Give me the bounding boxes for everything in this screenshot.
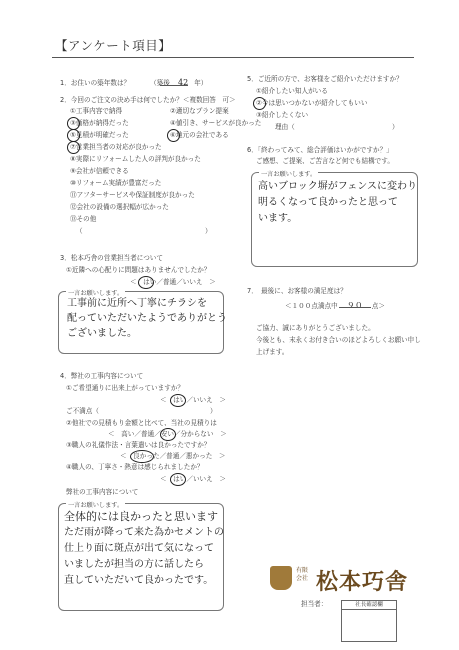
q4-item-4: ④職人の、丁寧さ・熱意は感じられましたか？ <box>66 463 204 471</box>
logo-company-type: 有限会社 <box>296 567 309 582</box>
q2-option-12[interactable]: ⑫会社の設備の選択幅が広かった <box>70 203 169 211</box>
q6-question: 6．「終わってみて、総合評価はいかがですか？」 <box>247 146 393 154</box>
q2-other-paren-open: （ <box>76 227 83 235</box>
q7-question: 7． 最後に、お客様の満足度は？ <box>247 287 347 295</box>
q4-item-1-mark <box>170 394 186 407</box>
q7-score-value: ９０ <box>346 301 363 310</box>
stamp-header: 社長確認欄 <box>342 601 396 610</box>
q4-comment-line-2: ただ雨が降って来た為かセメントの <box>64 527 224 538</box>
q2-option-13[interactable]: ⑬その他 <box>70 215 97 223</box>
q4-item-3: ③職人の礼儀作法・言葉遣いは良かったですか？ <box>66 441 211 449</box>
q7-score-underline <box>339 307 371 308</box>
q5-option-1[interactable]: ①紹介したい知人がいる <box>256 87 328 95</box>
q6-comment-line-1: 高いブロック塀がフェンスに変わり <box>258 181 417 192</box>
q4-item-1-scale[interactable]: ＜ はい／いいえ ＞ <box>160 396 226 404</box>
q5-option-2-mark <box>253 97 266 110</box>
q2-option-10[interactable]: ⑩リフォーム実績が豊富だった <box>70 179 162 187</box>
q4-item-2-mark <box>160 428 176 441</box>
q4-dissatisfaction-close: ） <box>210 407 217 415</box>
staff-label: 担当者： <box>301 600 328 608</box>
q2-option-1[interactable]: ①工事内容で納得 <box>70 107 123 115</box>
q3-answer-scale[interactable]: ＜ はい／普通／いいえ ＞ <box>130 278 216 286</box>
q4-item-2: ②他社での見積もり金額と比べて、当社の見積りは <box>66 419 217 427</box>
president-approval-box <box>341 600 397 642</box>
q2-option-6-mark <box>167 129 180 142</box>
q6-comment-line-2: 明るくなって良かったと思って <box>258 197 398 208</box>
q4-section-label: 弊社の工事内容について <box>66 488 139 496</box>
q4-item-3-mark <box>130 450 154 463</box>
q2-option-3[interactable]: ③価格が納得だった <box>70 119 129 127</box>
house-emblem-icon <box>270 566 292 590</box>
logo-company-name: 松本巧舎 <box>316 569 409 595</box>
q4-comment-line-5: 直していただいて良かったです。 <box>64 575 214 586</box>
q5-reason-close: ） <box>392 123 399 131</box>
q4-comment-tag: 一言お願いします。 <box>68 502 124 509</box>
q4-dissatisfaction-label: ご不満点（ <box>66 407 99 415</box>
q2-option-7-mark <box>67 141 80 154</box>
q4-item-2-scale[interactable]: ＜ 高い／普通／安い／分からない ＞ <box>108 430 227 438</box>
q3-comment-line-1: 工事前に近所へ丁寧にチラシを <box>67 298 207 309</box>
q5-question: 5．ご近所の方で、お客様をご紹介いただけますか？ <box>247 75 403 83</box>
q2-option-2[interactable]: ②適切なプラン提案 <box>170 107 229 115</box>
q4-item-3-scale[interactable]: ＜ 良かった／普通／悪かった ＞ <box>120 452 226 460</box>
q2-question: 2．今回のご注文の決め手は何でしたか？＜複数回答 可＞ <box>60 96 236 104</box>
q1-answer-years: 42 <box>178 78 189 87</box>
q4-item-4-mark <box>170 473 186 486</box>
q1-question: 1．お住いの築年数は？ （築後 42 年） <box>60 78 208 87</box>
q2-option-11[interactable]: ⑪アフターサービスや保証制度が良かった <box>70 191 195 199</box>
q4-item-4-scale[interactable]: ＜ はい／いいえ ＞ <box>160 475 226 483</box>
thanks-line-2: 今後とも、末永くお付き合いのほどよろしくお願い申し <box>256 336 421 344</box>
company-logo <box>268 563 435 595</box>
q4-item-1: ①ご希望通りに出来上がっていますか？ <box>66 384 185 392</box>
q4-comment-line-1: 全体的には良かったと思います <box>64 510 218 523</box>
thanks-line-3: 上げます。 <box>256 348 289 356</box>
q2-option-8[interactable]: ⑧実際にリフォームした人の評判が良かった <box>70 155 201 163</box>
page-title: 【アンケート項目】 <box>55 38 172 53</box>
q4-comment-line-3: 仕上り面に斑点が出て気になって <box>64 543 214 554</box>
q3-comment-tag: 一言お願いします。 <box>68 290 124 297</box>
q4-comment-line-4: いましたが担当の方に話したら <box>64 559 204 570</box>
q5-option-3[interactable]: ③紹介したくない <box>256 111 309 119</box>
q5-option-2[interactable]: ②今は思いつかないが紹介してもいい <box>256 99 368 107</box>
q5-reason-label: 理由（ <box>275 123 295 131</box>
title-divider <box>52 57 414 58</box>
q6-comment-line-3: います。 <box>258 213 298 224</box>
q2-option-9[interactable]: ⑨会社が信頼できる <box>70 167 129 175</box>
q2-option-5[interactable]: ⑤見積が明確だった <box>70 131 129 139</box>
q7-score-line: ＜１００点満点中 ９０ 点＞ <box>285 299 385 313</box>
q1-answer-underline <box>160 85 188 86</box>
q2-option-6[interactable]: ⑥地元の会社である <box>170 131 229 139</box>
q3-comment-line-2: 配っていただいたようでありがとう <box>67 313 227 324</box>
q2-option-4[interactable]: ④値引き、サービスが良かった <box>170 119 262 127</box>
q3-question: 3．松本巧舎の営業担当者について <box>60 254 163 262</box>
q6-comment-tag: 一言お願いします。 <box>261 171 317 178</box>
q3-selected-mark <box>138 276 154 289</box>
q3-sub-question: ①近隣への心配りに問題はありませんでしたか？ <box>66 266 211 274</box>
thanks-line-1: ご協力、誠にありがとうございました。 <box>256 324 375 332</box>
q4-question: 4．弊社の工事内容について <box>60 372 144 380</box>
q3-comment-line-3: ございました。 <box>67 328 137 339</box>
q6-sub-question: ご感想、ご提案、ご苦言など何でも結構です。 <box>256 157 394 165</box>
q2-other-paren-close: ） <box>205 227 212 235</box>
q2-option-7[interactable]: ⑦営業担当者の対応が良かった <box>70 143 162 151</box>
